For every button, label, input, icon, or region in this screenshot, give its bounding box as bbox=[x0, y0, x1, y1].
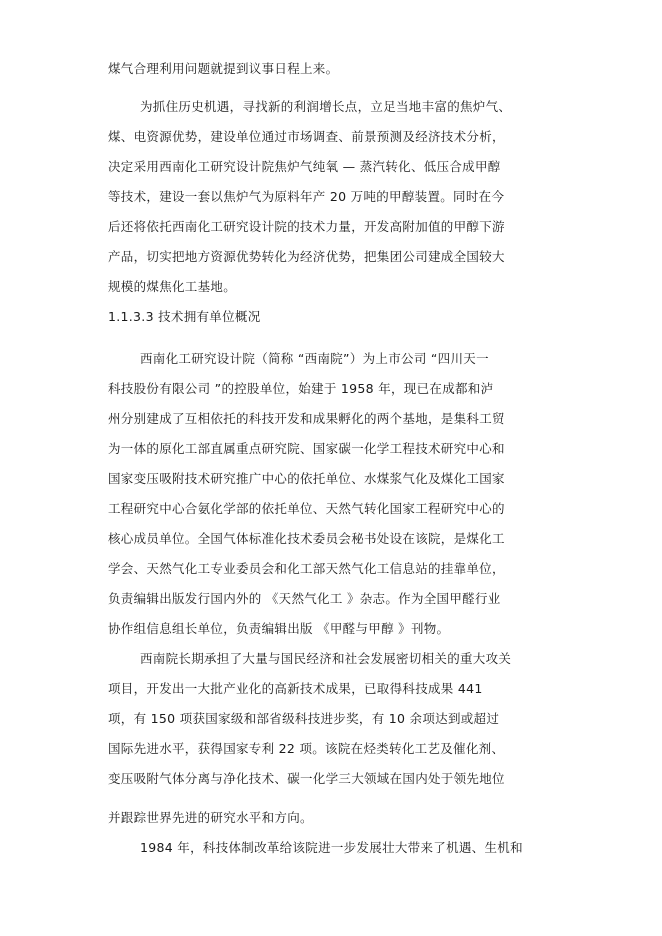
text-line bbox=[0, 614, 662, 644]
text-run: 国家变压吸附技术研究推广中心的依托单位、水煤浆气化及煤化工国家 bbox=[108, 471, 505, 486]
text-run: 西南化工研究设计院（简称 “西南院”）为上市公司 “四川天一 bbox=[140, 351, 489, 366]
text-run: 负责编辑出版发行国内外的 《天然气化工 》杂志。作为全国甲醛行业 bbox=[108, 591, 501, 606]
text-line bbox=[0, 644, 662, 674]
text-line bbox=[0, 434, 662, 464]
text-line bbox=[0, 464, 662, 494]
text-line bbox=[0, 554, 662, 584]
text-line bbox=[0, 584, 662, 614]
text-line bbox=[0, 182, 662, 212]
text-run: 为一体的原化工部直属重点研究院、国家碳一化学工程技术研究中心和 bbox=[108, 441, 505, 456]
section-heading-text: 1.1.3.3 技术拥有单位概况 bbox=[108, 309, 261, 324]
text-line bbox=[0, 92, 662, 122]
text-run: 变压吸附气体分离与净化技术、碳一化学三大领域在国内处于领先地位 bbox=[108, 771, 505, 786]
text-run: 国际先进水平，获得国家专利 22 项。该院在烃类转化工艺及催化剂、 bbox=[108, 741, 505, 756]
text-line bbox=[0, 54, 662, 84]
text-line bbox=[0, 152, 662, 182]
text-run: 产品，切实把地方资源优势转化为经济优势，把集团公司建成全国较大 bbox=[108, 249, 505, 264]
text-line bbox=[0, 803, 662, 833]
text-run: 核心成员单位。全国气体标准化技术委员会秘书处设在该院，是煤化工 bbox=[108, 531, 505, 546]
text-line bbox=[0, 494, 662, 524]
text-line bbox=[0, 212, 662, 242]
text-run: 煤、电资源优势，建设单位通过市场调查、前景预测及经济技术分析， bbox=[108, 129, 505, 144]
text-line bbox=[0, 524, 662, 554]
text-run: 西南院长期承担了大量与国民经济和社会发展密切相关的重大攻关 bbox=[140, 651, 512, 666]
text-run: 工程研究中心合氨化学部的依托单位、天然气转化国家工程研究中心的 bbox=[108, 501, 505, 516]
text-line bbox=[0, 374, 662, 404]
text-run: 规模的煤焦化工基地。 bbox=[108, 279, 237, 294]
section-heading bbox=[0, 302, 662, 332]
text-run: 并跟踪世界先进的研究水平和方向。 bbox=[108, 810, 313, 825]
text-line bbox=[0, 344, 662, 374]
text-run: 为抓住历史机遇，寻找新的利润增长点，立足当地丰富的焦炉气、 bbox=[140, 99, 512, 114]
text-line bbox=[0, 122, 662, 152]
text-run: 协作组信息组长单位，负责编辑出版 《甲醛与甲醇 》刊物。 bbox=[108, 621, 450, 636]
text-run: 后还将依托西南化工研究设计院的技术力量，开发高附加值的甲醇下游 bbox=[108, 219, 505, 234]
text-line bbox=[0, 764, 662, 794]
text-run: 项目，开发出一大批产业化的高新技术成果，已取得科技成果 441 bbox=[108, 681, 483, 696]
text-line bbox=[0, 272, 662, 302]
text-run: 煤气合理利用问题就提到议事日程上来。 bbox=[108, 61, 339, 76]
text-line bbox=[0, 704, 662, 734]
text-run: 学会、天然气化工专业委员会和化工部天然气化工信息站的挂靠单位， bbox=[108, 561, 505, 576]
text-run: 等技术，建设一套以焦炉气为原料年产 20 万吨的甲醇装置。同时在今 bbox=[108, 189, 505, 204]
text-run: 科技股份有限公司 ”的控股单位，始建于 1958 年，现已在成都和泸 bbox=[108, 381, 494, 396]
text-line bbox=[0, 674, 662, 704]
text-line bbox=[0, 242, 662, 272]
text-run: 决定采用西南化工研究设计院焦炉气纯氧 — 蒸汽转化、低压合成甲醇 bbox=[108, 159, 501, 174]
text-line bbox=[0, 404, 662, 434]
text-run: 州分别建成了互相依托的科技开发和成果孵化的两个基地，是集科工贸 bbox=[108, 411, 505, 426]
text-line bbox=[0, 833, 662, 863]
text-line bbox=[0, 734, 662, 764]
text-run: 1984 年，科技体制改革给该院进一步发展壮大带来了机遇、生机和 bbox=[140, 840, 523, 855]
text-run: 项，有 150 项获国家级和部省级科技进步奖，有 10 余项达到或超过 bbox=[108, 711, 500, 726]
